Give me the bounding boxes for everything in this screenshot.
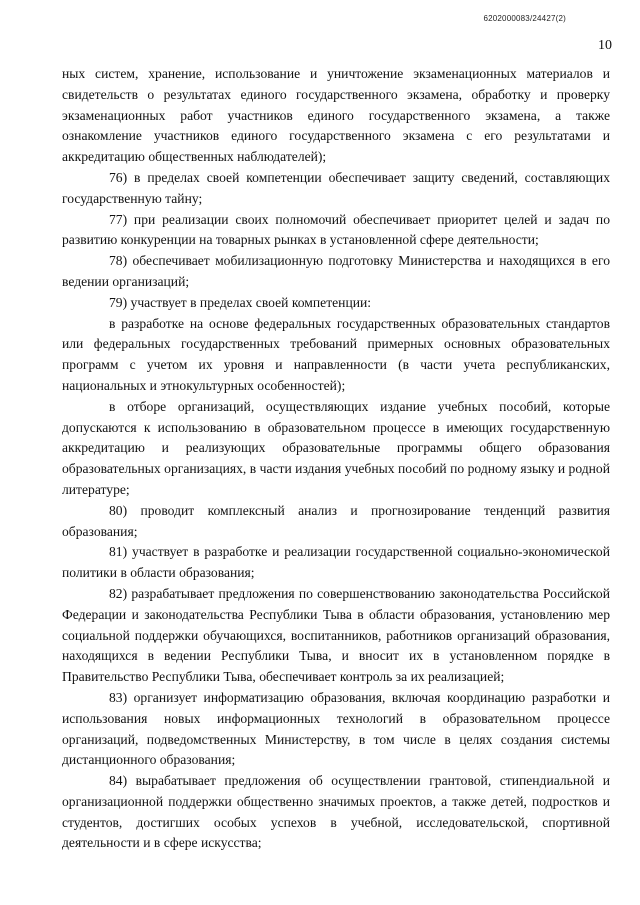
paragraph-item-79-sub-2: в отборе организаций, осуществляющих издание учебных пособий, которые допускаются к использованию в образовательном процессе в имеющих государственную аккредитацию и реализующих образовательные программы общего образования образовательных организациях, в части издания учебных пособий по родному языку и родной литературе;: [62, 398, 610, 497]
paragraph-item-77: 77) при реализации своих полномочий обеспечивает приоритет целей и задач по развитию конкуренции на товарных рынках в установленной сфере деятельности;: [62, 211, 610, 248]
paragraph-item-76: 76) в пределах своей компетенции обеспечивает защиту сведений, составляющих государственную тайну;: [62, 169, 610, 206]
document-body: [62, 64, 610, 854]
paragraph-item-83: 83) организует информатизацию образования, включая координацию разработки и использования новых информационных технологий в образовательном процессе организаций, подведомственных Министерству, в том числе в целях создания системы дистанционного образования;: [62, 689, 610, 768]
page-number: 10: [598, 38, 612, 53]
paragraph-item-81: 81) участвует в разработке и реализации государственной социально-экономической политики в области образования;: [62, 544, 610, 581]
paragraph-item-79-sub-1: в разработке на основе федеральных государственных образовательных стандартов или федеральных государственных требований примерных основных образовательных программ с учетом их уровня и направленности (в части учета республиканских, национальных и этнокультурных особенностей);: [62, 315, 610, 393]
paragraph-item-78: 78) обеспечивает мобилизационную подготовку Министерства и находящихся в его ведении организаций;: [62, 253, 610, 289]
paragraph-item-79: 79) участвует в пределах своей компетенции:: [109, 294, 372, 310]
paragraph-item-84: 84) вырабатывает предложения об осуществлении грантовой, стипендиальной и организационной поддержки общественно значимых проектов, а также детей, подростков и студентов, достигших особых успехов в учебной, исследовательской, спортивной деятельности и в сфере искусства;: [62, 773, 610, 851]
paragraph-item-82: 82) разрабатывает предложения по совершенствованию законодательства Российской Федерации и законодательства Республики Тыва в области образования, установлению мер социальной поддержки обучающихся, воспитанников, работников организаций образования, находящихся в ведении Республики Тыва, и вносит их в установленном порядке в Правительство Республики Тыва, обеспечивает контроль за их реализацией;: [62, 585, 610, 685]
paragraph-continuation: ных систем, хранение, использование и уничтожение экзаменационных материалов и свидетельств о результатах единого государственного экзамена, обработку и проверку экзаменационных работ участников единого государственного экзамена, а также ознакомление участников единого государственного экзамена с его результатами и аккредитацию общественных наблюдателей);: [62, 66, 610, 165]
document-code: 6202000083/24427(2): [483, 14, 566, 23]
paragraph-item-80: 80) проводит комплексный анализ и прогнозирование тенденций развития образования;: [62, 502, 610, 539]
